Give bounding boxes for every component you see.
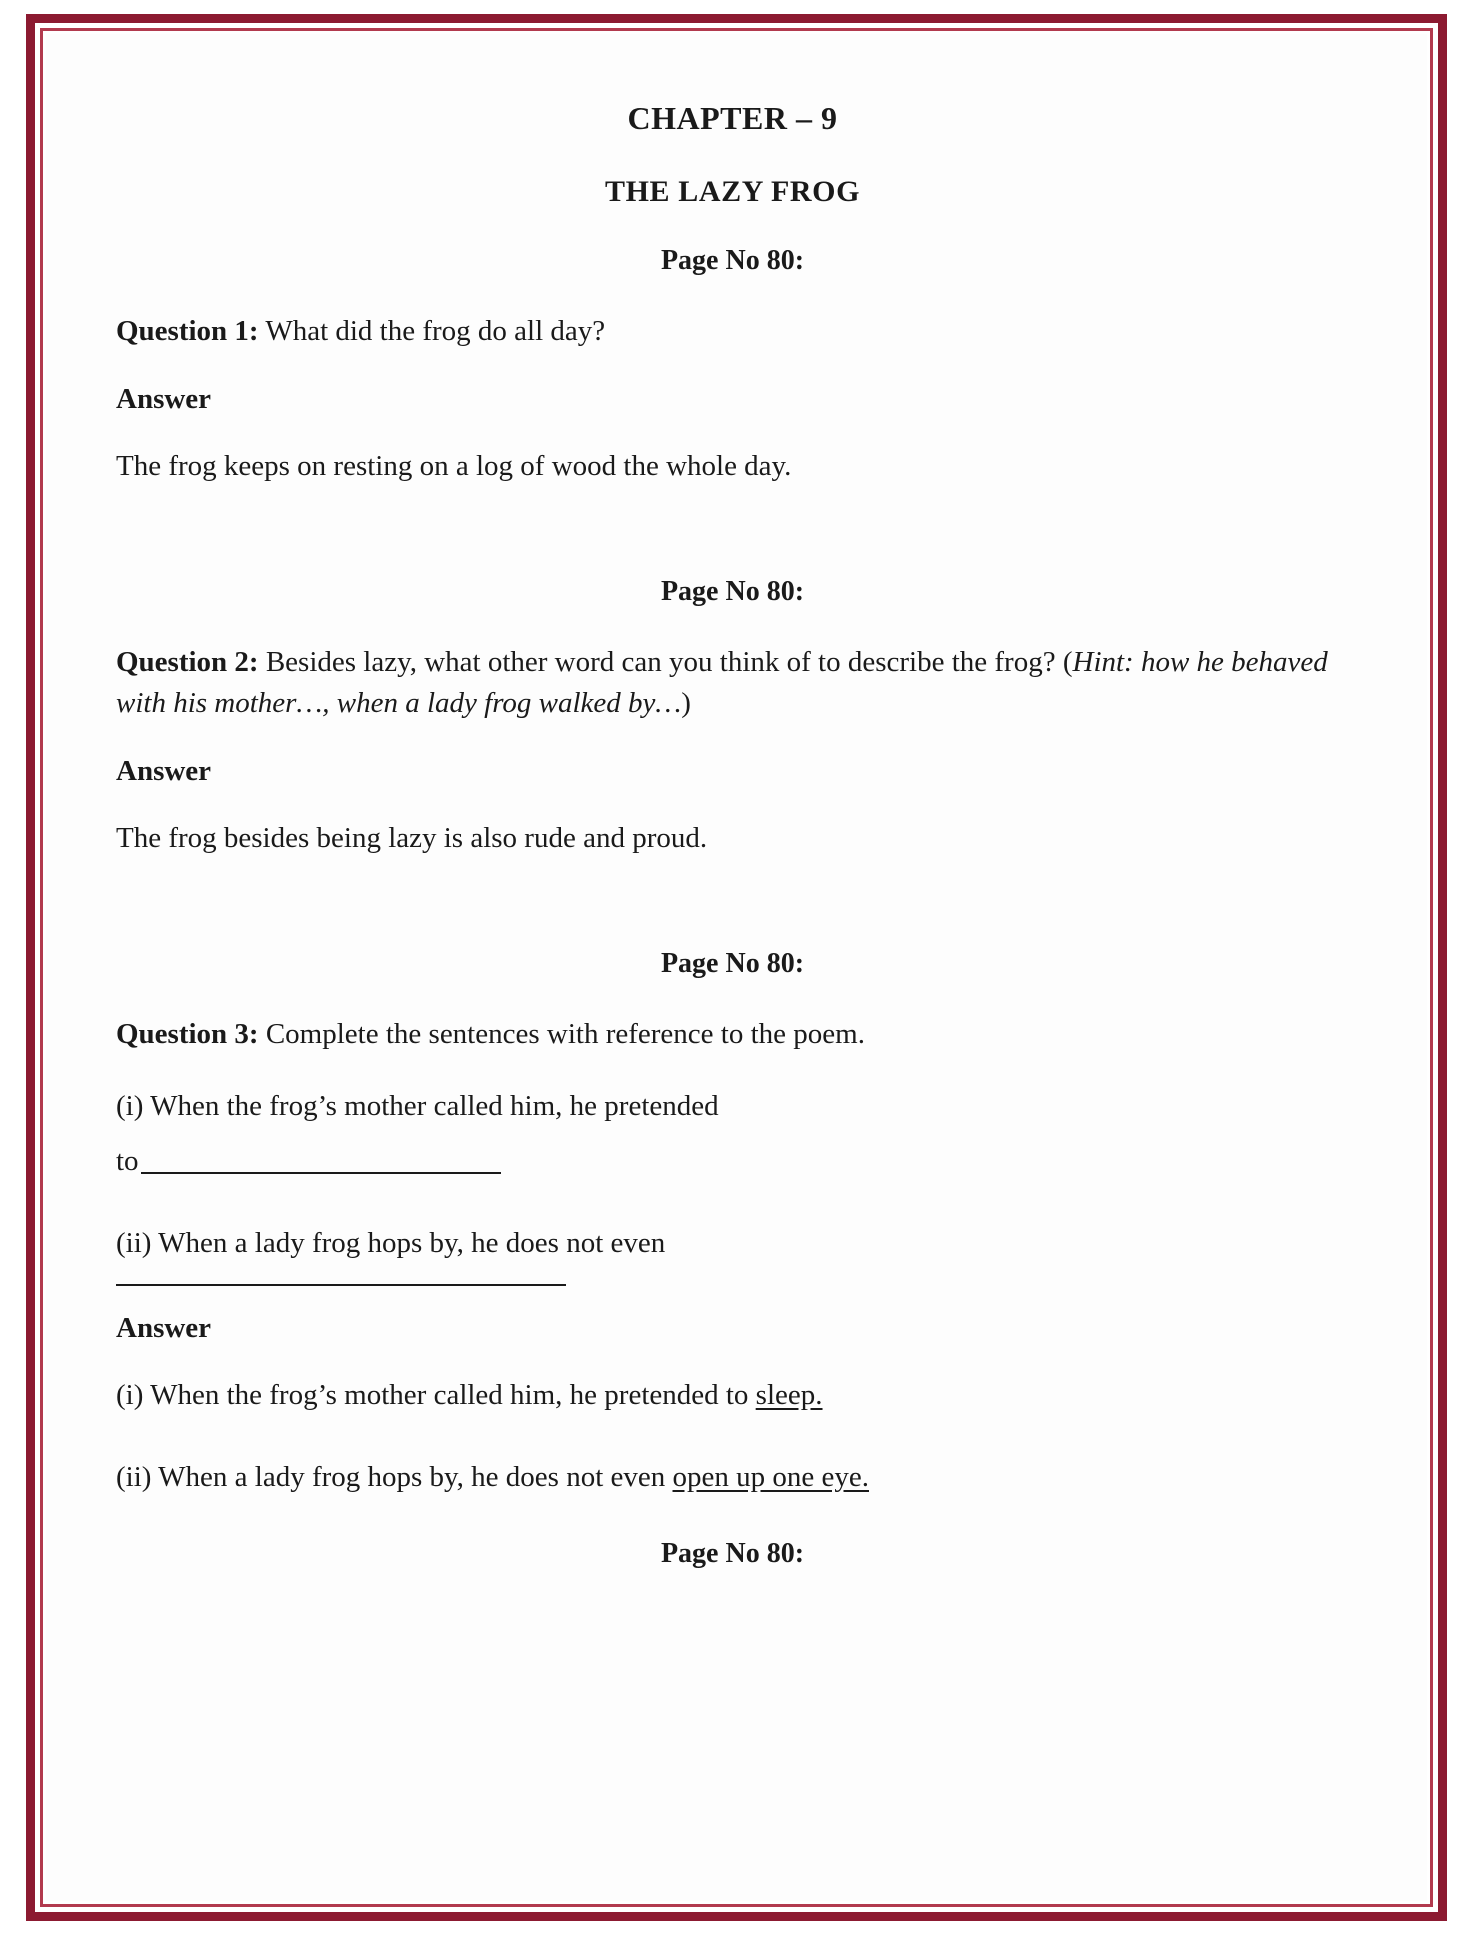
fill-in-blank-1[interactable] [141,1172,501,1174]
poem-title: THE LAZY FROG [604,175,861,208]
page-marker-4: Page No 80: [660,1538,805,1570]
question-3-blank-item-1-line [116,1141,1349,1183]
answer-3-item-2-prefix: (ii) When a lady frog hops by, he does not even [116,1460,673,1493]
question-1-text: What did the frog do all day? [258,315,606,347]
blank-spacer-1 [116,1197,1349,1223]
question-2-text-part2: ) [681,687,691,720]
question-3-blank-item-1-lead: (i) When the frog’s mother called him, he pretended [116,1089,719,1122]
question-2-label: Question 2: [116,645,259,678]
answer-3-item-2-fill: open up one eye. [672,1460,869,1493]
answer-label-1: Answer [116,382,212,415]
page-paper [46,34,1427,1901]
question-3-label: Question 3: [116,1017,259,1050]
chapter-heading: CHAPTER – 9 [627,100,838,136]
fill-in-blank-2[interactable] [116,1283,566,1286]
question-2 [116,642,1349,726]
section-spacer-1 [116,518,1349,576]
answer-spacer-1 [116,1431,1349,1457]
answer-3-item-1-fill: sleep. [755,1378,823,1411]
page-marker-3: Page No 80: [660,947,805,979]
answer-3-item-1 [116,1375,1349,1417]
section-spacer-2 [116,890,1349,948]
page-marker-2: Page No 80: [660,575,805,607]
question-1-label: Question 1: [116,315,259,347]
page-marker-1: Page No 80: [660,245,805,276]
answer-text-1: The frog keeps on resting on a log of wood the whole day. [116,449,792,482]
answer-3-item-2 [116,1457,1349,1499]
answer-label-3: Answer [116,1311,212,1344]
question-3-blank-item-1-prefix: to [116,1145,139,1178]
answer-label-2: Answer [116,755,212,787]
question-1 [116,311,1349,353]
answer-3-item-1-prefix: (i) When the frog’s mother called him, he pretended to [116,1378,756,1411]
answer-spacer-2 [116,1512,1349,1538]
question-2-hint: Hint: how he behaved with his mother…, when a lady frog walked by… [116,645,1328,720]
question-3 [116,1014,1349,1056]
answer-text-2: The frog besides being lazy is also rude and proud. [116,822,708,854]
document-content [116,100,1349,1604]
question-3-text: Complete the sentences with reference to the poem. [258,1017,865,1050]
question-3-blank-item-2-lead: (ii) When a lady frog hops by, he does not even [116,1227,666,1259]
question-2-text-part1: Besides lazy, what other word can you think of to describe the frog? ( [258,645,1073,678]
